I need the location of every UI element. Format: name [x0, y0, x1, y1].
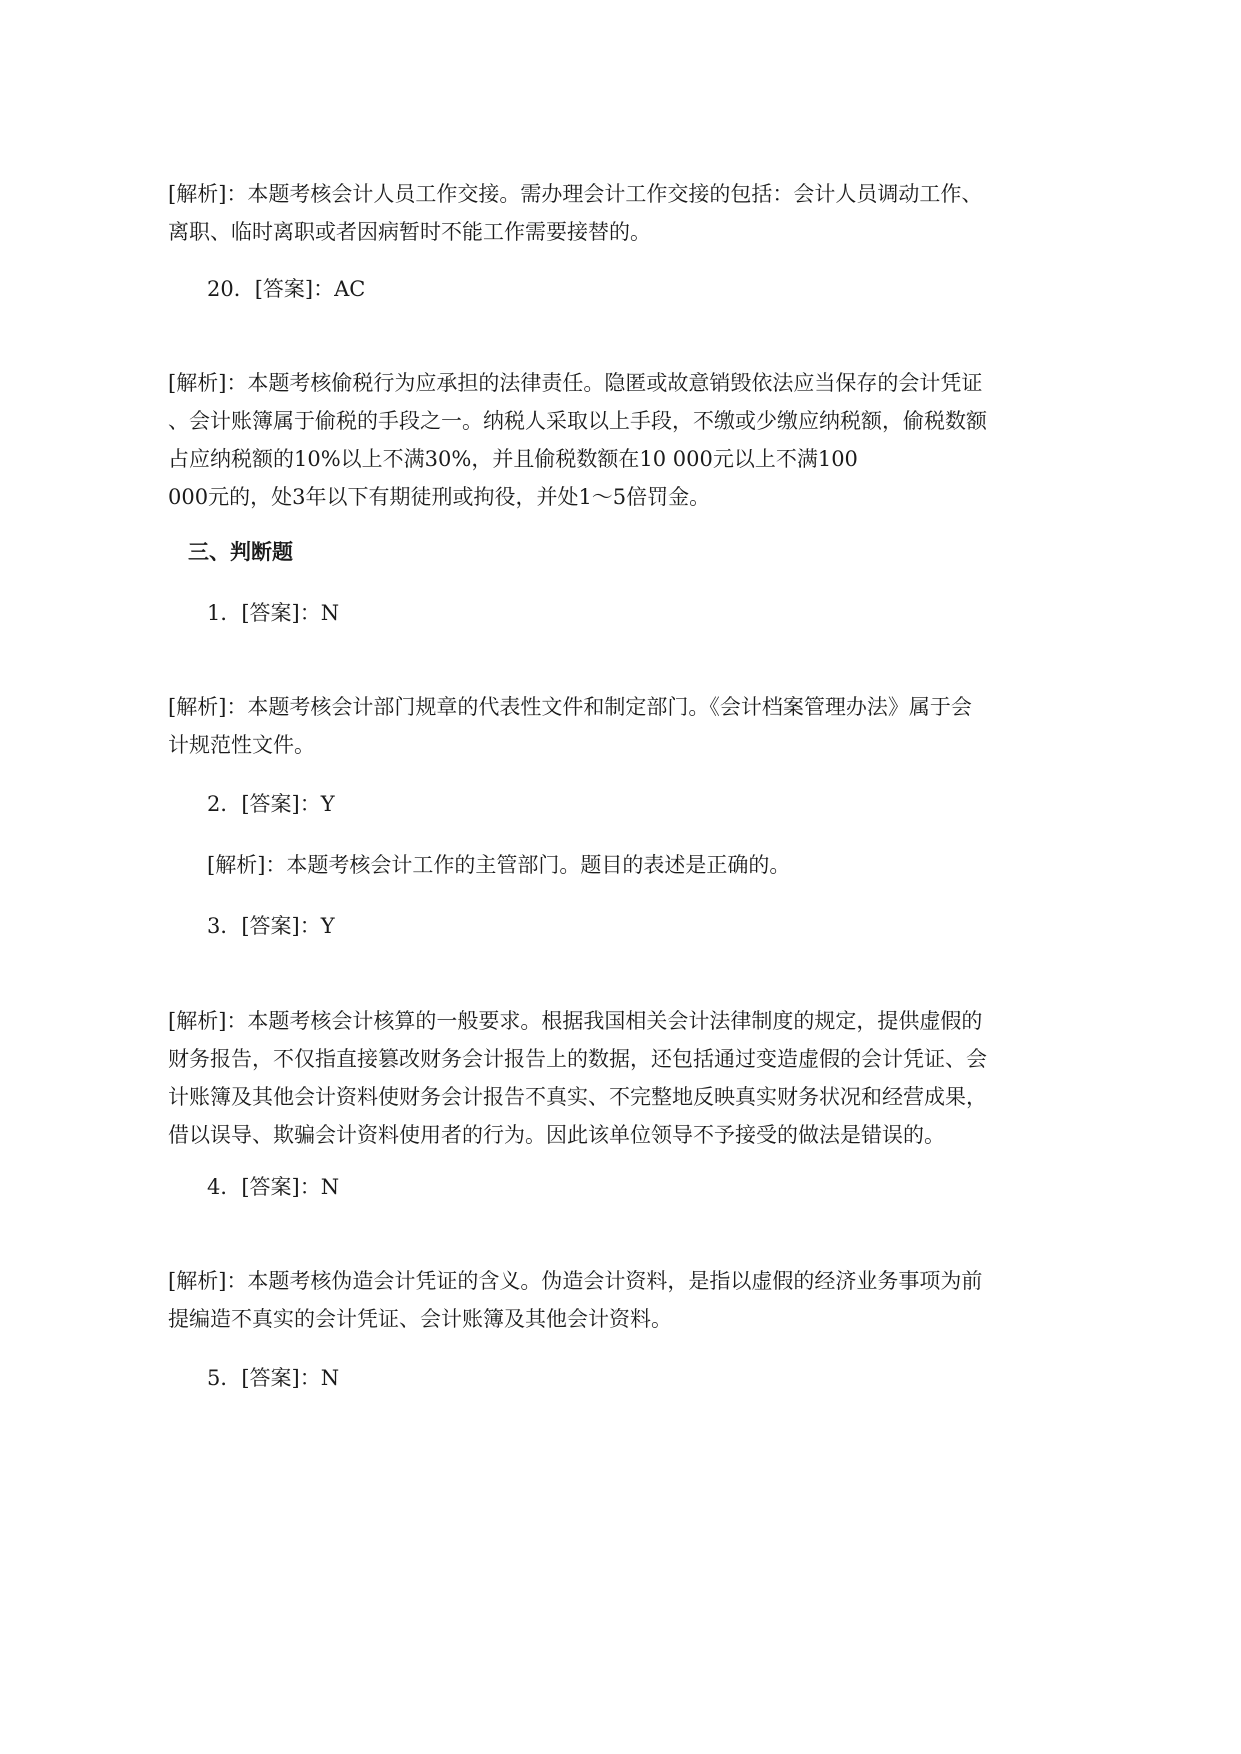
- text-line: 1．[答案]：N: [207, 601, 340, 625]
- text-line: [解析]：本题考核会计工作的主管部门。题目的表述是正确的。: [207, 853, 791, 877]
- text-line: [解析]：本题考核伪造会计凭证的含义。伪造会计资料，是指以虚假的经济业务事项为前: [168, 1269, 983, 1293]
- analysis-4: [168, 1262, 982, 1338]
- text-line: 三、判断题: [188, 539, 293, 564]
- answer-4: [207, 1168, 339, 1206]
- text-line: [解析]：本题考核会计人员工作交接。需办理会计工作交接的包括：会计人员调动工作、: [168, 182, 983, 206]
- text-line: 000元的，处3年以下有期徒刑或拘役，并处1～5倍罚金。: [168, 485, 711, 509]
- text-line: [解析]：本题考核会计核算的一般要求。根据我国相关会计法律制度的规定，提供虚假的: [168, 1009, 983, 1033]
- text-line: 5．[答案]：N: [207, 1366, 340, 1390]
- analysis-20: [168, 364, 987, 516]
- text-line: 计账簿及其他会计资料使财务会计报告不真实、不完整地反映真实财务状况和经营成果，: [168, 1085, 987, 1109]
- answer-2: [207, 785, 335, 823]
- analysis-1: [168, 688, 972, 764]
- text-line: 20．[答案]：AC: [207, 277, 366, 301]
- section-heading: [188, 533, 293, 571]
- analysis-2: [207, 846, 790, 884]
- answer-3: [207, 907, 335, 945]
- text-line: 提编造不真实的会计凭证、会计账簿及其他会计资料。: [168, 1307, 672, 1331]
- text-line: 计规范性文件。: [168, 733, 315, 757]
- text-line: 、会计账簿属于偷税的手段之一。纳税人采取以上手段，不缴或少缴应纳税额，偷税数额: [168, 409, 987, 433]
- text-line: [解析]：本题考核偷税行为应承担的法律责任。隐匿或故意销毁依法应当保存的会计凭证: [168, 371, 983, 395]
- text-line: [解析]：本题考核会计部门规章的代表性文件和制定部门。《会计档案管理办法》属于会: [168, 695, 972, 719]
- answer-20: [207, 270, 365, 308]
- text-line: 4．[答案]：N: [207, 1175, 340, 1199]
- text-line: 财务报告，不仅指直接篡改财务会计报告上的数据，还包括通过变造虚假的会计凭证、会: [168, 1047, 987, 1071]
- text-line: 3．[答案]：Y: [207, 914, 335, 938]
- text-line: 2．[答案]：Y: [207, 792, 335, 816]
- answer-1: [207, 594, 339, 632]
- answer-5: [207, 1359, 339, 1397]
- text-line: 借以误导、欺骗会计资料使用者的行为。因此该单位领导不予接受的做法是错误的。: [168, 1123, 945, 1147]
- text-line: 离职、临时离职或者因病暂时不能工作需要接替的。: [168, 220, 651, 244]
- analysis-3: [168, 1002, 987, 1154]
- analysis-19: [168, 175, 982, 251]
- text-line: 占应纳税额的10%以上不满30%，并且偷税数额在10 000元以上不满100: [168, 447, 858, 471]
